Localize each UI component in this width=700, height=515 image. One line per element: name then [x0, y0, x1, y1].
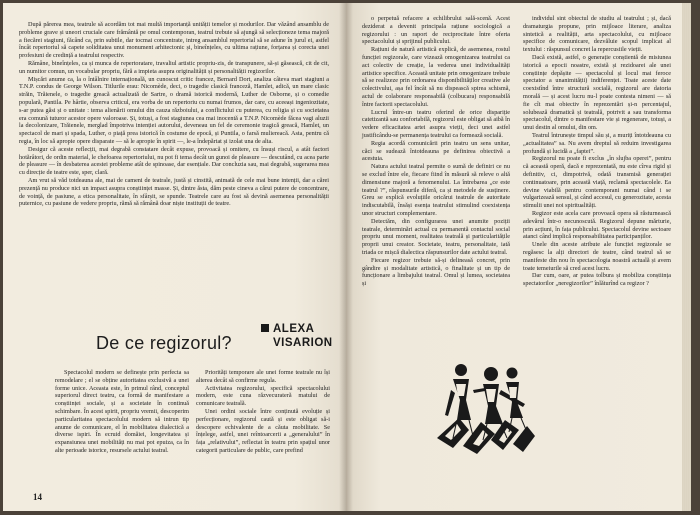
- paragraph: Rămâne, bineînțeles, ca și munca de repertoratare, travaliul artistic propriu-zis, de transpunere, să-și găsească, cit de cit, un numitor comun, un vocabular propriu, fără a impieta asupra originalității și personalității regizorilor.: [19, 59, 329, 75]
- article-column-a: [55, 369, 189, 455]
- paragraph: Unele din aceste atribute ale funcției regizorale se regăsesc la alți directori de teatre, când teatrul să se manifeste din nou în spectacologia noastră actuală și avem toate temeiurile să cred acest lucru.: [523, 241, 671, 272]
- paragraph: Natura actului teatral permite o sumă de definiri ce nu se exclud între ele, fiecare fiind în măsură să releve o altă dimensiune majoră a fenomenului. La întrebarea „ce este teatrul ?”, răspunsurile diferă, ca și metodele de susținere. Greu se explică evoluțiile oricărui teatrule de autoritate indiscutabilă, însăși esența teatrului stimulind coexistența unor structuri complementare.: [362, 163, 510, 217]
- article-column-d: [523, 15, 671, 288]
- paragraph: Teatrul întrunește timpul său și, a muriți întotdeauna cu „actualitatea” sa. Nu avem dreptul să reduim investigarea profundă și lucidă a „faptei”.: [523, 131, 671, 155]
- article-column-b: [196, 369, 330, 455]
- theatre-figures-illustration-icon: [433, 360, 538, 457]
- paragraph: Dacă există, astfel, o generație conștientă de misiunea istorică a epocii noastre, există și rezidoarei ale unei conștiințe depășite — spectacolul și locul mai feroce spectator a unanimității) indiferenței. Toate aceste date coexistînd între structură socială, regizorul are datoria morală — și acest lucru nu-l poate contesta nimeni — să fie cît mai obiectiv în reprezentări și-n percentajul, solubează dramatică și teatrală, potrivit a sau transforma spectacolul, dintre o manifestare vie și regenerare, totuși, a unui destin al omului, din om.: [523, 53, 671, 132]
- page-stack-edge: [682, 3, 691, 511]
- article-column-c: [362, 15, 510, 288]
- paragraph: După părerea mea, teatrule să acordăm tot mai multă importanță unității temelor și modurilor. Dar văzând ansamblu de probleme grave și uneori cruciale care frământă pe omul contemporan, teatrul trebuie să ajungă să selecționeze tema majoră a fiecărei stagiuni, făcând ca, prin subtile, dar tocmai concentrate, intreg ansamblul repertorial să se adune în jurul ei, astfel încât repertoriul să capete soliditatea unui monument arhitectonic și, bineînțeles, cu ultima rațiune, forțarea și corecta unei profesiuni de credință a teatrului respectiv.: [19, 21, 329, 60]
- page-number: 14: [33, 492, 42, 502]
- article-title: De ce regizorul?: [96, 333, 232, 353]
- paragraph: Spectacolul modern se definește prin perfecta sa remodelare ; el se obține autoritatea exclusivă a unei forme unice. Aceasta este, în primul rând, conceptul superiorul direct teatru, ca formă de manifestare a conștiinței sociale, și a societate în continuă schimbare. În acest spirit, propriu vremii, descoperim particularitatea spectacolului modern să intrun tip anume de comunicare, el în mobilitatea dialectică a diverse ispiri. În ecruid domăiei, longevitatea și expansiunea unei mobilități nu mai pot epuiza, ca în alte perioade istorice, resursele actului teatral.: [55, 369, 189, 454]
- paragraph: Regizor este acela care provoacă opera să răsturnească adevărul într-o necunoscută. Regizorul depune mărturie, prin acțiuni, în fața publicului. Spectacolul devine sectoare atanci când implică responsabilitatea participanților.: [523, 209, 671, 241]
- paragraph: individul sint obiectul de studiu al teatrului ; și, dacă dramaturgia propune, prin mijloace literare, analiza sintetică a realității, arta spectacolului, cu mijloace specifice de comunicare, dezvăluie scopul implicat al textului : răspunsul concret la repercusiile vieții.: [523, 15, 671, 54]
- article-intro-column: [19, 21, 329, 208]
- author-last-name: VISARION: [273, 337, 333, 349]
- paragraph: Unei ordini sociale între conținută evoluție și perfecționare, regizorul caută și este obligat să-i descopere echivalente de a căuta mobilitate. Se înțelege, astfel, unei reîntoarcerii a „generalului” în fața „relativului”, reflectat în teatru prin spațiul unor categorii particulare de public, care prefind: [196, 407, 330, 454]
- paragraph: Rațiuni de natură artistică explică, de asemenea, rostul funcției regizorale, care vizează omogenizarea teatrului ca act colectiv de creație, la vederea unei individualități artistice specifice. Această unitate prin omogenizare trebuie să se realizeze prin ordonarea disponibilităților creative ale colectivului, așa fel încât să nu dispească spirea schismă, actul de colaborare responsabilă (colbucara) responsabilă între factorii spectacolului.: [362, 46, 510, 108]
- paragraph: Fiecare regizor trebuie să-și delineasă concret, prin gândire și modalitate artistică, o finalitate și un tip de funcționare a limbajului teatral. Omul și lumea, societatea și: [362, 256, 510, 288]
- left-page: [3, 3, 346, 511]
- magazine-spread: [3, 3, 691, 511]
- paragraph: Lucrul între-un teatru oferind de orice dispariție catetizantă sau confortabilă, regizorul este obligat să aibă în vedere eficacitatea artei asupra vieții, deci unei astfel justificându-se permanența teatrului ca formează socială.: [362, 108, 510, 139]
- byline-square-icon: [261, 324, 269, 332]
- paragraph: Detectăm, din configurarea unei anumite poziții teatrale, determinări actual cu permanentă contactul social propriu unui moment, realitatea teatrală și particularitățile proprii unui creator. Societate, teatru, personalitate, iată triada ce mișcă dialectica răspunsurilor date actului teatral.: [362, 217, 510, 256]
- paragraph: Activitatea regizorului, specifică spectacolului modern, este cuna răzvecurateră matului de comunicare teatrală.: [196, 384, 330, 408]
- paragraph: Mișcări anume ca, la o întâlnire internațională, un cunoscut critic francez, Bernard Dort, analiza câteva mari stagiuni a T.N.P. condus de George Wilson. Titlurile erau: Nicomède, deci, o tragedie clasică franceză, Hamlet, adică, un mare clasic străin, Trăienele, o tragedie greacă actualizată de Sartre, o dramă istorică modernă, Luther de Osborne, și o comedie populară, Pantila. Pe hârtie, observa criticul, era vorba de un repertoriu cu numai frumos, dar care, cu aceeași ingeniozitate, s-ar putea găsi și o unitate : tema alienării omului din cauza războiului, a conflictului cu puterea, cu religia și cu societatea era comună tuturor acestor opere valoroase. Și, totuși, a fost stagiunea cea mai inocentă a T.N.P. Nicomède făcea vagi aluzii la decolonizare, Trăienele, merglad împotriva intenției autorului, deveneau un fel de ceremonie tragică greacă, Hamlet, un spectacol de mari și spada, Luther, o piață prea istorică în costume de epocă, și Puntila, o farsă muliereacă. Asta, pentru că regia, în loc să apropie opere disparate — să le apropie în spirit —, le-a îndepărtat și izolat una de alta.: [19, 75, 329, 145]
- author-byline: [261, 322, 333, 350]
- paragraph: Dar cum, oare, ar putea tolbura și mobiliza conștiința spectatorilor „neregizorilor” înlăturînd ca regizor ?: [523, 272, 671, 288]
- paragraph: Regizorul nu poate fi exclus „în slujba operei”, pentru că această operă, dacă e reprezentată, nu este cîrva rigid și definitiv, ci, dimpotrivă, odată transmisă generației continuatoare, prin această viață, reclamă spectacolele. Ea devine viabilă pentru contemporani numai când i se vulgarizează sensul, și când accesul, cu generozitate, acesta stimulii unei noi spiritualități.: [523, 155, 671, 210]
- paragraph: Am vrut să văd totdeauna ale, mai de cameni de teatrale, justă și cinstită, animată de cele mai bune intenții, dar a cărei prezență nu produce nici un impact asupra conștiinței masse. Și, dintre ăsta, dăm peste cineva a cărui putere de concentrare, de voință, de pasiune, a etica personalitate, în sfârșit, se spunde. Teatrele care au fost să devină asemenea personalității puternice, cu pasiune de vedere propriu, rămă să rămână doar niște instituții de teatre.: [19, 176, 329, 208]
- author-first-name: ALEXA: [273, 323, 315, 335]
- paragraph: o perpetuă refacere a echilibrului sală-scenă. Acest deziderat a devenit principala rațiune sociologică a regizorului : un raport de reciprocitate între oferta spectacolului și sprijinul publicului.: [362, 15, 510, 46]
- paragraph: Desigur că aceste reflecții, mai degrabă constatare decât expuse, provoacă și omitere, cu însuși riscul, a atât factori hotărâtori, de ordin material, le chefoarea repertoriului, nu pot fi tema decât un gunoi de pleasure — descutând, cu acea parte de pleasure — în desbaterea acestei probleme atât de spinoase, dar esențiale. Dar concluzia sau, mai degrabă, sugerarea mea cu direcție de teatre este, sper, clară.: [19, 145, 329, 177]
- paragraph: Regia acordă comunicării prin teatru un sens unitar, căci se sudează întotdeauna pe definirea obiectivă a acestuia.: [362, 139, 510, 163]
- paragraph: Priorități temporare ale unei forme teatrale nu își alterea decât să confirme regula.: [196, 369, 330, 384]
